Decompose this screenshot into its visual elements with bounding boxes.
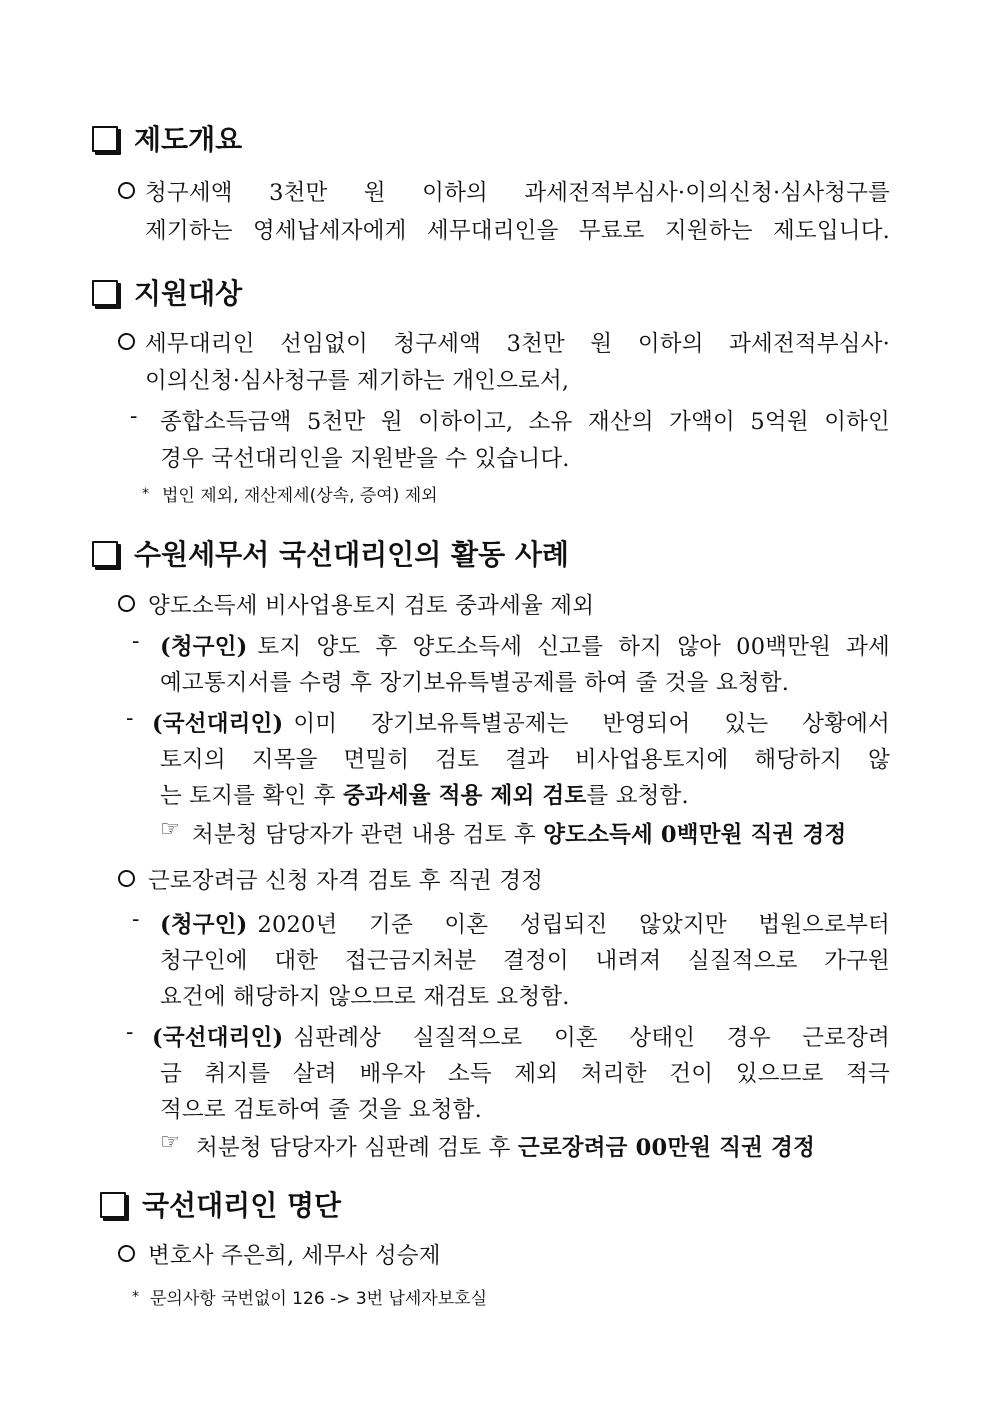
pointing-hand-icon: ☞ xyxy=(160,1130,180,1155)
section-title: 지원대상 xyxy=(134,277,243,310)
agent-label: (국선대리인) xyxy=(152,1025,284,1051)
claimant-paragraph xyxy=(160,629,890,661)
body-text: 토지의 지목을 면밀히 검토 결과 비사업용토지에 해당하지 않 xyxy=(160,747,890,773)
body-text: 를 요청함. xyxy=(586,783,689,809)
emphasis-text: 근로장려금 00만원 직권 경정 xyxy=(517,1135,816,1161)
case-title: 근로장려금 신청 자격 검토 후 직권 경정 xyxy=(148,868,544,894)
circle-bullet-icon xyxy=(118,595,135,612)
section-title: 국선대리인 명단 xyxy=(142,1189,342,1222)
checkbox-square-icon xyxy=(92,280,118,306)
dash-bullet: - xyxy=(132,907,140,932)
circle-bullet-icon xyxy=(118,182,135,199)
result-text xyxy=(192,817,846,849)
circle-bullet-icon xyxy=(118,870,135,887)
body-text: 청구인에 대한 접근금지처분 결정이 내려져 실질적으로 가구원 xyxy=(160,948,890,974)
body-text: 예고통지서를 수령 후 장기보유특별공제를 하여 줄 것을 요청함. xyxy=(160,670,790,696)
section-heading-target xyxy=(92,272,242,312)
case-title: 양도소득세 비사업용토지 검토 중과세율 제외 xyxy=(148,593,595,619)
dash-bullet: - xyxy=(132,629,140,654)
body-text: 변호사 주은희, 세무사 성승제 xyxy=(148,1243,441,1269)
circle-bullet-icon xyxy=(118,333,135,350)
claimant-label: (청구인) xyxy=(160,912,248,938)
body-text: 종합소득금액 5천만 원 이하이고, 소유 재산의 가액이 5억원 이하인 xyxy=(160,409,890,435)
section-title: 제도개요 xyxy=(134,123,243,156)
checkbox-square-icon xyxy=(92,541,118,567)
pointing-hand-icon: ☞ xyxy=(160,817,180,842)
checkbox-square-icon xyxy=(100,1192,126,1218)
agent-label: (국선대리인) xyxy=(152,711,284,737)
body-text: 2020년 기준 이혼 성립되진 않았지만 법원으로부터 xyxy=(257,912,890,938)
body-text: 요건에 해당하지 않으므로 재검토 요청함. xyxy=(160,984,570,1010)
checkbox-square-icon xyxy=(92,126,118,152)
body-text: 이의신청·심사청구를 제기하는 개인으로서, xyxy=(145,368,570,394)
section-heading-overview xyxy=(92,118,242,158)
body-text: 심판례상 실질적으로 이혼 상태인 경우 근로장려 xyxy=(293,1025,890,1051)
body-text: 처분청 담당자가 관련 내용 검토 후 xyxy=(192,822,544,848)
note-text: 문의사항 국번없이 126 -> 3번 납세자보호실 xyxy=(150,1289,487,1309)
body-text: 적으로 검토하여 줄 것을 요청함. xyxy=(160,1097,482,1123)
asterisk-icon: * xyxy=(132,1289,139,1305)
agent-paragraph xyxy=(152,1020,890,1052)
body-text: 토지 양도 후 양도소득세 신고를 하지 않아 00백만원 과세 xyxy=(257,634,890,660)
dash-bullet: - xyxy=(126,706,134,731)
body-text: 금 취지를 살려 배우자 소득 제외 처리한 건이 있으므로 적극 xyxy=(160,1061,890,1087)
body-text: 는 토지를 확인 후 xyxy=(160,783,343,809)
claimant-paragraph xyxy=(160,907,890,939)
agent-paragraph xyxy=(152,706,890,738)
dash-bullet: - xyxy=(130,404,138,429)
section-heading-cases xyxy=(92,533,569,573)
asterisk-icon: * xyxy=(142,486,149,502)
body-text-mixed xyxy=(160,778,689,810)
section-heading-roster xyxy=(100,1184,341,1224)
emphasis-text: 양도소득세 0백만원 직권 경정 xyxy=(543,822,847,848)
claimant-label: (청구인) xyxy=(160,634,248,660)
body-text: 경우 국선대리인을 지원받을 수 있습니다. xyxy=(160,446,570,472)
result-text xyxy=(196,1130,815,1162)
section-title: 수원세무서 국선대리인의 활동 사례 xyxy=(134,538,569,571)
body-text: 이미 장기보유특별공제는 반영되어 있는 상황에서 xyxy=(293,711,890,737)
body-text: 처분청 담당자가 심판례 검토 후 xyxy=(196,1135,518,1161)
body-text: 제기하는 영세납세자에게 세무대리인을 무료로 지원하는 제도입니다. xyxy=(145,218,890,244)
circle-bullet-icon xyxy=(118,1245,135,1262)
emphasis-text: 중과세율 적용 제외 검토 xyxy=(342,783,587,809)
body-text: 청구세액 3천만 원 이하의 과세전적부심사·이의신청·심사청구를 xyxy=(145,180,890,206)
dash-bullet: - xyxy=(126,1020,134,1045)
note-text: 법인 제외, 재산제세(상속, 증여) 제외 xyxy=(162,486,438,506)
body-text: 세무대리인 선임없이 청구세액 3천만 원 이하의 과세전적부심사· xyxy=(145,331,890,357)
